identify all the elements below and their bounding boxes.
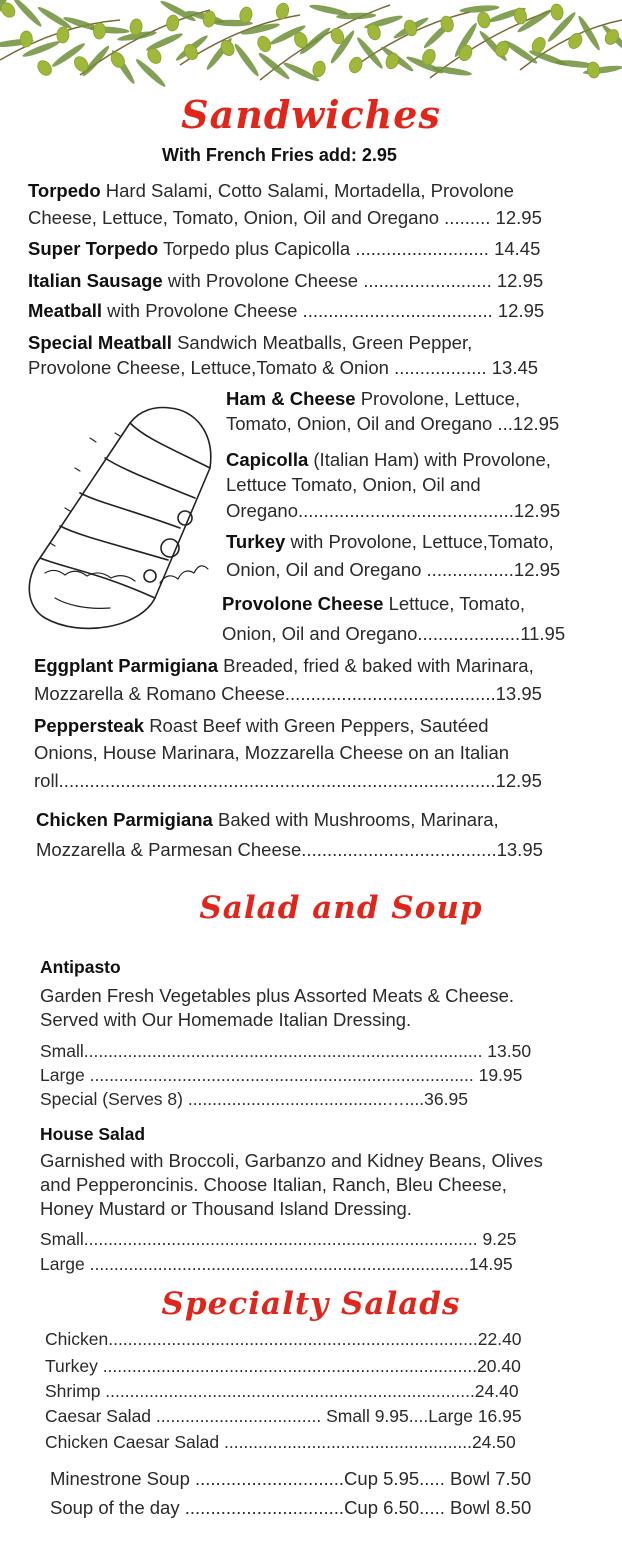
house-salad-name: House Salad — [40, 1124, 146, 1144]
menu-item-eggplant-parmigiana: Eggplant Parmigiana Breaded, fried & baked with Marinara, — [34, 655, 534, 676]
olive — [20, 31, 32, 47]
antipasto-small: Small.................................................................................. 13.50 — [40, 1041, 532, 1061]
menu-item-eggplant-parmigiana-line2: Mozzarella & Romano Cheese.........................................13.95 — [34, 683, 542, 704]
soup-minestrone: Minestrone Soup .............................Cup 5.95..... Bowl 7.50 — [50, 1468, 532, 1489]
menu-item-ham-cheese-line2: Tomato, Onion, Oil and Oregano ...12.95 — [226, 413, 560, 434]
menu-item-turkey-line2: Onion, Oil and Oregano .................12.95 — [226, 559, 561, 580]
antipasto-desc2: Served with Our Homemade Italian Dressing. — [40, 1009, 412, 1030]
specialty-chicken-caesar-salad: Chicken Caesar Salad ...................................................24.50 — [45, 1432, 516, 1452]
antipasto-name: Antipasto — [40, 957, 121, 977]
menu-item-peppersteak: Peppersteak Roast Beef with Green Peppers, Sautéed — [34, 715, 489, 736]
house-salad-small: Small................................................................................. 9.25 — [40, 1229, 517, 1249]
sandwiches-subtitle: With French Fries add: 2.95 — [162, 145, 397, 165]
menu-item-chicken-parmigiana-line2: Mozzarella & Parmesan Cheese......................................13.95 — [36, 839, 543, 860]
menu-item-peppersteak-line3: roll.....................................................................................12.95 — [34, 770, 542, 791]
olive-branch-banner-icon — [0, 0, 622, 88]
antipasto-desc1: Garden Fresh Vegetables plus Assorted Meats & Cheese. — [40, 985, 515, 1006]
specialty-salads-title: Specialty Salads — [161, 1286, 461, 1322]
house-salad-desc1: Garnished with Broccoli, Garbanzo and Kidney Beans, Olives — [40, 1150, 543, 1171]
house-salad-desc2: and Pepperoncinis. Choose Italian, Ranch, Bleu Cheese, — [40, 1174, 507, 1195]
menu-item-provolone-cheese: Provolone Cheese Lettuce, Tomato, — [222, 593, 525, 614]
house-salad-desc3: Honey Mustard or Thousand Island Dressing. — [40, 1198, 412, 1219]
menu-item-ham-cheese: Ham & Cheese Provolone, Lettuce, — [226, 388, 521, 409]
specialty-chicken: Chicken............................................................................22.40 — [45, 1329, 522, 1349]
salad-soup-title: Salad and Soup — [199, 890, 483, 926]
menu-item-torpedo-line2: Cheese, Lettuce, Tomato, Onion, Oil and Oregano ......... 12.95 — [28, 207, 542, 228]
menu-item-capicolla-line3: Oregano..........................................12.95 — [226, 500, 561, 521]
menu-item-super-torpedo: Super Torpedo Torpedo plus Capicolla .......................... 14.45 — [28, 238, 541, 259]
menu-item-peppersteak-line2: Onions, House Marinara, Mozzarella Cheese on an Italian — [34, 742, 510, 763]
specialty-caesar-salad: Caesar Salad .................................. Small 9.95....Large 16.95 — [45, 1406, 522, 1426]
specialty-turkey: Turkey .............................................................................20.40 — [45, 1356, 521, 1376]
menu-item-special-meatball-line2: Provolone Cheese, Lettuce,Tomato & Onion .................. 13.45 — [28, 357, 539, 378]
menu-item-torpedo: Torpedo Hard Salami, Cotto Salami, Mortadella, Provolone — [28, 180, 514, 201]
menu-item-provolone-cheese-line2: Onion, Oil and Oregano....................11.95 — [222, 623, 566, 644]
menu-item-meatball: Meatball with Provolone Cheese ..................................... 12.95 — [28, 300, 545, 321]
menu-item-capicolla-line2: Lettuce Tomato, Onion, Oil and — [226, 474, 481, 495]
menu-item-turkey: Turkey with Provolone, Lettuce,Tomato, — [226, 531, 554, 552]
menu-item-chicken-parmigiana: Chicken Parmigiana Baked with Mushrooms, Marinara, — [36, 809, 499, 830]
sandwiches-title: Sandwiches — [181, 92, 441, 137]
soup-of-the-day: Soup of the day ...............................Cup 6.50..... Bowl 8.50 — [50, 1497, 532, 1518]
sub-sandwich-illustration-icon — [20, 398, 220, 636]
house-salad-large: Large ..............................................................................14.95 — [40, 1254, 513, 1274]
menu-item-italian-sausage: Italian Sausage with Provolone Cheese ......................... 12.95 — [28, 270, 544, 291]
olive — [56, 27, 69, 44]
antipasto-large: Large ............................................................................... 19.95 — [40, 1065, 523, 1085]
specialty-shrimp: Shrimp ............................................................................24.40 — [45, 1381, 519, 1401]
menu-item-capicolla: Capicolla (Italian Ham) with Provolone, — [226, 449, 551, 470]
menu-item-special-meatball: Special Meatball Sandwich Meatballs, Green Pepper, — [28, 332, 473, 353]
antipasto-special: Special (Serves 8) .........................................…....36.95 — [40, 1089, 468, 1109]
